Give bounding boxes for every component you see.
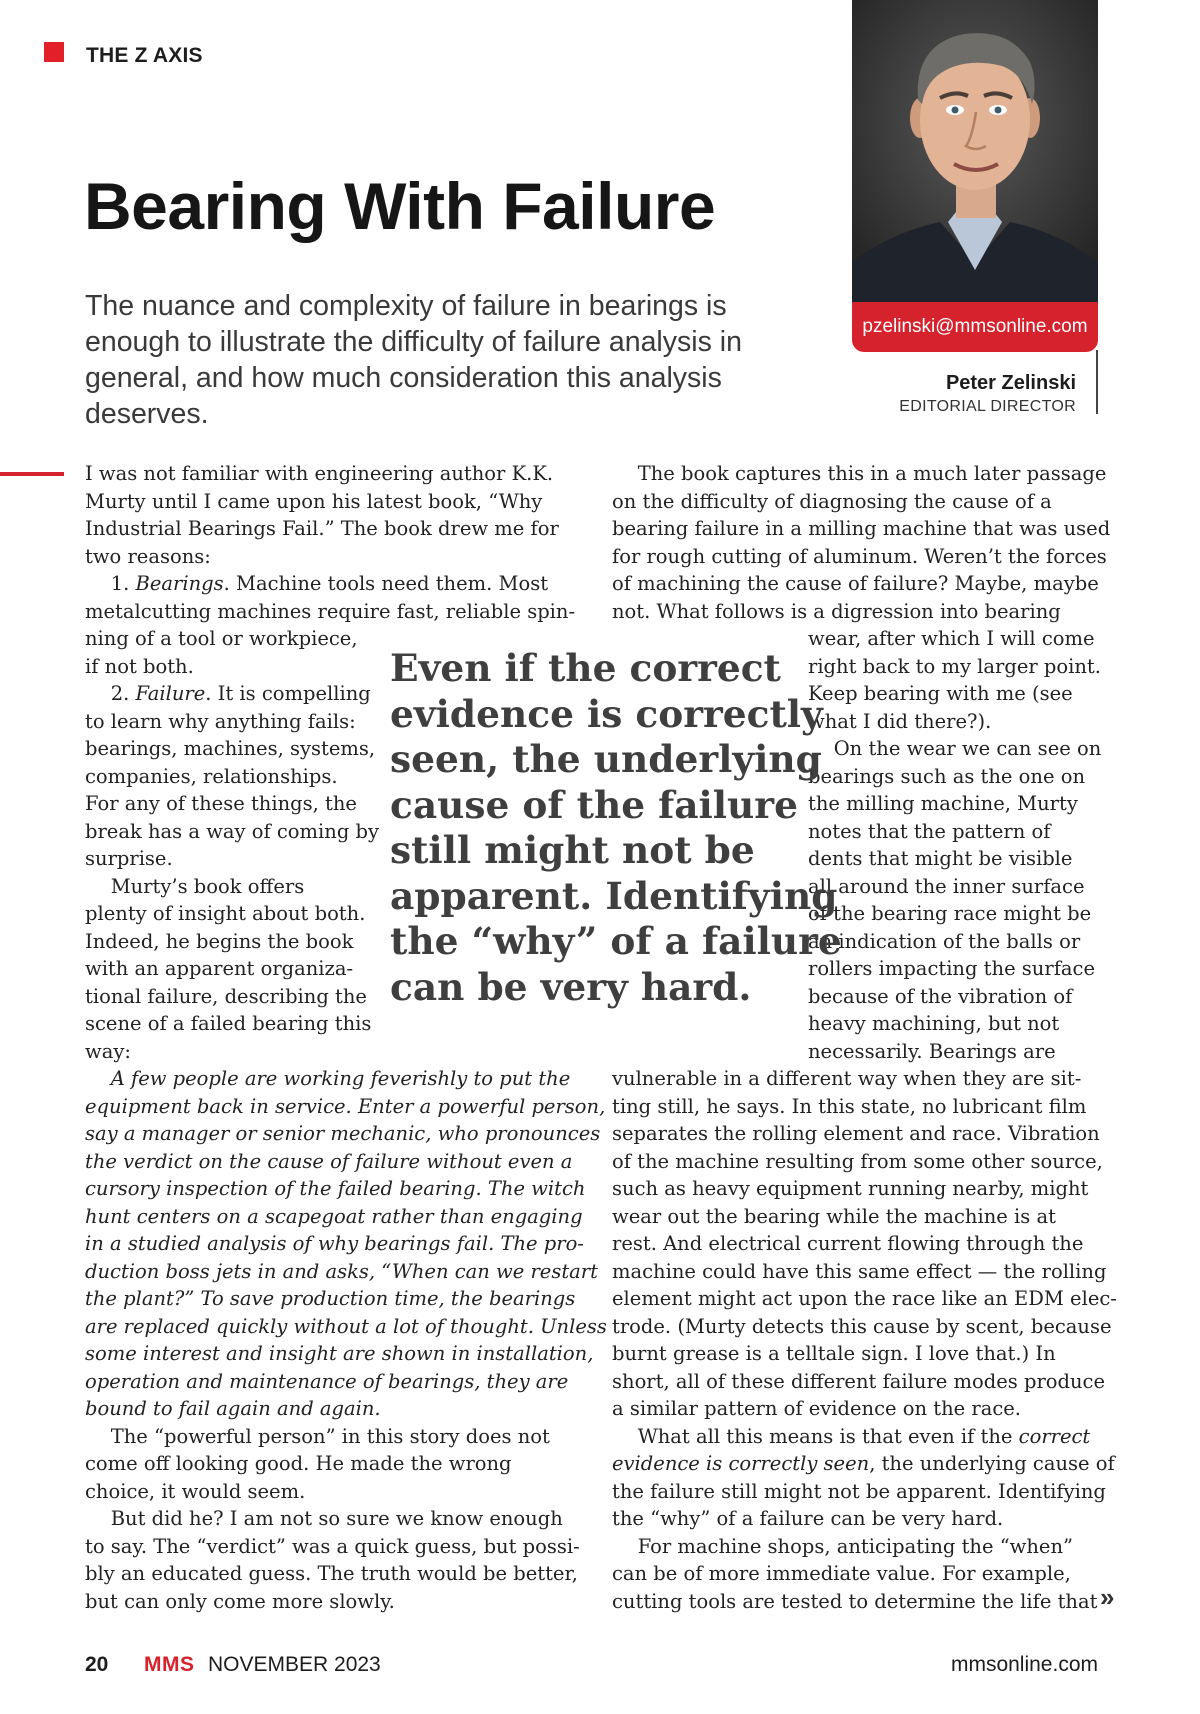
italic-phrase: correct [1018,1424,1091,1448]
pull-quote-line: still might not be [390,828,755,872]
body-line: bly an educated guess. The truth would be better, [85,1562,578,1585]
body-line: tional failure, describing the [85,984,367,1008]
body-column-left-bottom [85,1065,607,1615]
italic-phrase: evidence is correctly seen [612,1452,870,1475]
pull-quote-line: apparent. Identifying [390,873,838,918]
body-line: necessarily. Bearings are [808,1039,1056,1063]
issue-date: NOVEMBER 2023 [208,1653,381,1676]
body-line: of the bearing race might be [808,902,1092,925]
body-line: notes that the pattern of [808,819,1051,843]
body-line: scene of a failed bearing this [85,1012,372,1035]
body-line: The “powerful person” in this story does not [85,1424,550,1448]
body-line: bearings, machines, systems, [85,737,376,760]
body-line: trode. (Murty detects this cause by scent, because [612,1314,1112,1338]
article-title: Bearing With Failure [84,169,716,243]
body-line: a similar pattern of evidence on the race. [612,1397,1022,1420]
body-line: the verdict on the cause of failure without even a [85,1149,573,1173]
body-line: all around the inner surface [808,874,1085,898]
body-line: Keep bearing with me (see [808,682,1073,705]
author-email[interactable]: pzelinski@mmsonline.com [852,302,1098,352]
body-line: duction boss jets in and asks, “When can we restart [85,1259,598,1283]
author-photo [852,0,1098,302]
body-line: equipment back in service. Enter a powerful person, [85,1094,606,1118]
body-line: the milling machine, Murty [808,792,1078,815]
body-line: the “why” of a failure can be very hard. [612,1507,1004,1530]
section-label: THE Z AXIS [86,44,203,67]
body-line: heavy machining, but not [808,1012,1060,1035]
body-line: in a studied analysis of why bearings fail. The pro- [85,1232,584,1255]
section-marker [44,42,64,62]
body-line: rollers impacting the surface [808,957,1095,980]
body-line: but can only come more slowly. [85,1589,395,1613]
body-line: with an apparent organiza- [85,957,354,980]
body-line: break has a way of coming by [85,819,380,843]
pull-quote-line: can be very hard. [390,964,752,1009]
body-line: wear, after which I will come [808,627,1095,650]
body-line: of the machine resulting from some other source, [612,1149,1103,1173]
body-column-left-narrow [85,625,379,1065]
body-line: hunt centers on a scapegoat rather than engaging [85,1204,583,1228]
article-start-rule [0,472,64,476]
body-line: For machine shops, anticipating the “when” [612,1534,1074,1558]
body-line: to learn why anything fails: [85,709,356,733]
body-line: an indication of the balls or [808,929,1081,953]
body-line: bound to fail again and again. [85,1397,381,1420]
italic-phrase: Failure [135,682,206,705]
body-line: operation and maintenance of bearings, they are [85,1369,569,1393]
body-line: can be of more immediate value. For example, [612,1562,1071,1585]
body-line: short, all of these different failure modes produce [612,1369,1106,1393]
body-line: element might act upon the race like an EDM elec- [612,1287,1117,1310]
body-line: I was not familiar with engineering author K.K. [85,462,554,485]
body-line: A few people are working feverishly to put the [85,1067,571,1090]
body-line: ning of a tool or workpiece, [85,627,358,650]
pull-quote-line: seen, the underlying [390,737,822,781]
body-line: the failure still might not be apparent. Identifying [612,1479,1106,1503]
body-line: of machining the cause of failure? Maybe, maybe [612,572,1099,595]
body-column-right-narrow [808,625,1101,1065]
body-line: not. What follows is a digression into bearing [612,599,1061,623]
body-line: cursory inspection of the failed bearing. The witch [85,1177,586,1200]
body-line: Industrial Bearings Fail.” The book drew me for [85,517,559,540]
body-line: evidence is correctly seen, the underlying cause of [612,1452,1115,1475]
body-line: But did he? I am not so sure we know enough [85,1507,563,1530]
body-line: Murty until I came upon his latest book, “Why [85,489,543,513]
body-line: if not both. [85,654,194,678]
body-line: bearings such as the one on [808,764,1085,788]
body-column-right-top [612,460,1110,625]
body-line: come off looking good. He made the wrong [85,1452,512,1475]
body-line: 2. Failure. It is compelling [85,682,371,705]
article-deck: The nuance and complexity of failure in bearings is enough to illustrate the difficulty of failure analysis in general, and how much consideration this analysis deserves. [85,290,742,430]
body-line: What all this means is that even if the correct [612,1424,1091,1448]
body-line: wear out the bearing while the machine is at [612,1204,1056,1228]
body-line: For any of these things, the [85,792,357,815]
body-line: cutting tools are tested to determine the life that [612,1589,1098,1613]
body-line: 1. Bearings. Machine tools need them. Most [85,572,549,595]
body-line: burnt grease is a telltale sign. I love that.) In [612,1342,1056,1365]
body-column-left-top [85,460,575,625]
pull-quote-line: cause of the failure [390,782,798,827]
body-line: say a manager or senior mechanic, who pronounces [85,1122,601,1145]
body-line: because of the vibration of [808,984,1073,1008]
body-line: for rough cutting of aluminum. Weren’t the forces [612,544,1107,568]
body-line: right back to my larger point. [808,654,1101,678]
body-line: some interest and insight are shown in installation, [85,1342,594,1365]
double-chevron-right-icon: » [1100,1582,1115,1612]
author-name: Peter Zelinski [945,372,1076,394]
pull-quote [390,646,842,1010]
body-line: such as heavy equipment running nearby, might [612,1177,1089,1200]
body-line: companies, relationships. [85,764,338,788]
body-line: separates the rolling element and race. Vibration [612,1122,1100,1145]
body-line: machine could have this same effect — the rolling [612,1259,1107,1283]
body-line: plenty of insight about both. [85,902,366,925]
website-link[interactable]: mmsonline.com [950,1653,1098,1676]
italic-phrase: Bearings [135,572,224,595]
body-line: dents that might be visible [808,847,1073,870]
body-line: what I did there?). [808,709,992,733]
pull-quote-line: Even if the correct [390,646,781,690]
body-line: the plant?” To save production time, the bearings [85,1287,576,1310]
body-column-right-bottom [612,1065,1117,1615]
body-line: choice, it would seem. [85,1479,306,1503]
pull-quote-line: the “why” of a failure [390,919,842,963]
body-line: Murty’s book offers [85,874,305,898]
body-line: vulnerable in a different way when they are sit- [612,1067,1082,1090]
body-line: The book captures this in a much later passage [612,462,1107,485]
page-number: 20 [85,1653,109,1676]
body-line: rest. And electrical current flowing through the [612,1232,1084,1255]
body-line: way: [85,1039,131,1063]
author-title: EDITORIAL DIRECTOR [899,398,1076,415]
body-line: to say. The “verdict” was a quick guess, but possi- [85,1534,580,1558]
body-line: on the difficulty of diagnosing the cause of a [612,489,1052,513]
author-rule [1096,350,1098,414]
body-line: Indeed, he begins the book [85,929,354,953]
magazine-brand: MMS [144,1653,195,1676]
body-line: bearing failure in a milling machine that was used [612,517,1111,540]
body-line: On the wear we can see on [808,737,1102,760]
pull-quote-line: evidence is correctly [390,691,823,736]
body-line: are replaced quickly without a lot of thought. Unless [85,1314,607,1338]
body-line: ting still, he says. In this state, no lubricant film [612,1094,1087,1118]
body-line: two reasons: [85,544,211,568]
body-line: metalcutting machines require fast, reliable spin- [85,599,576,623]
body-line: surprise. [85,847,173,870]
